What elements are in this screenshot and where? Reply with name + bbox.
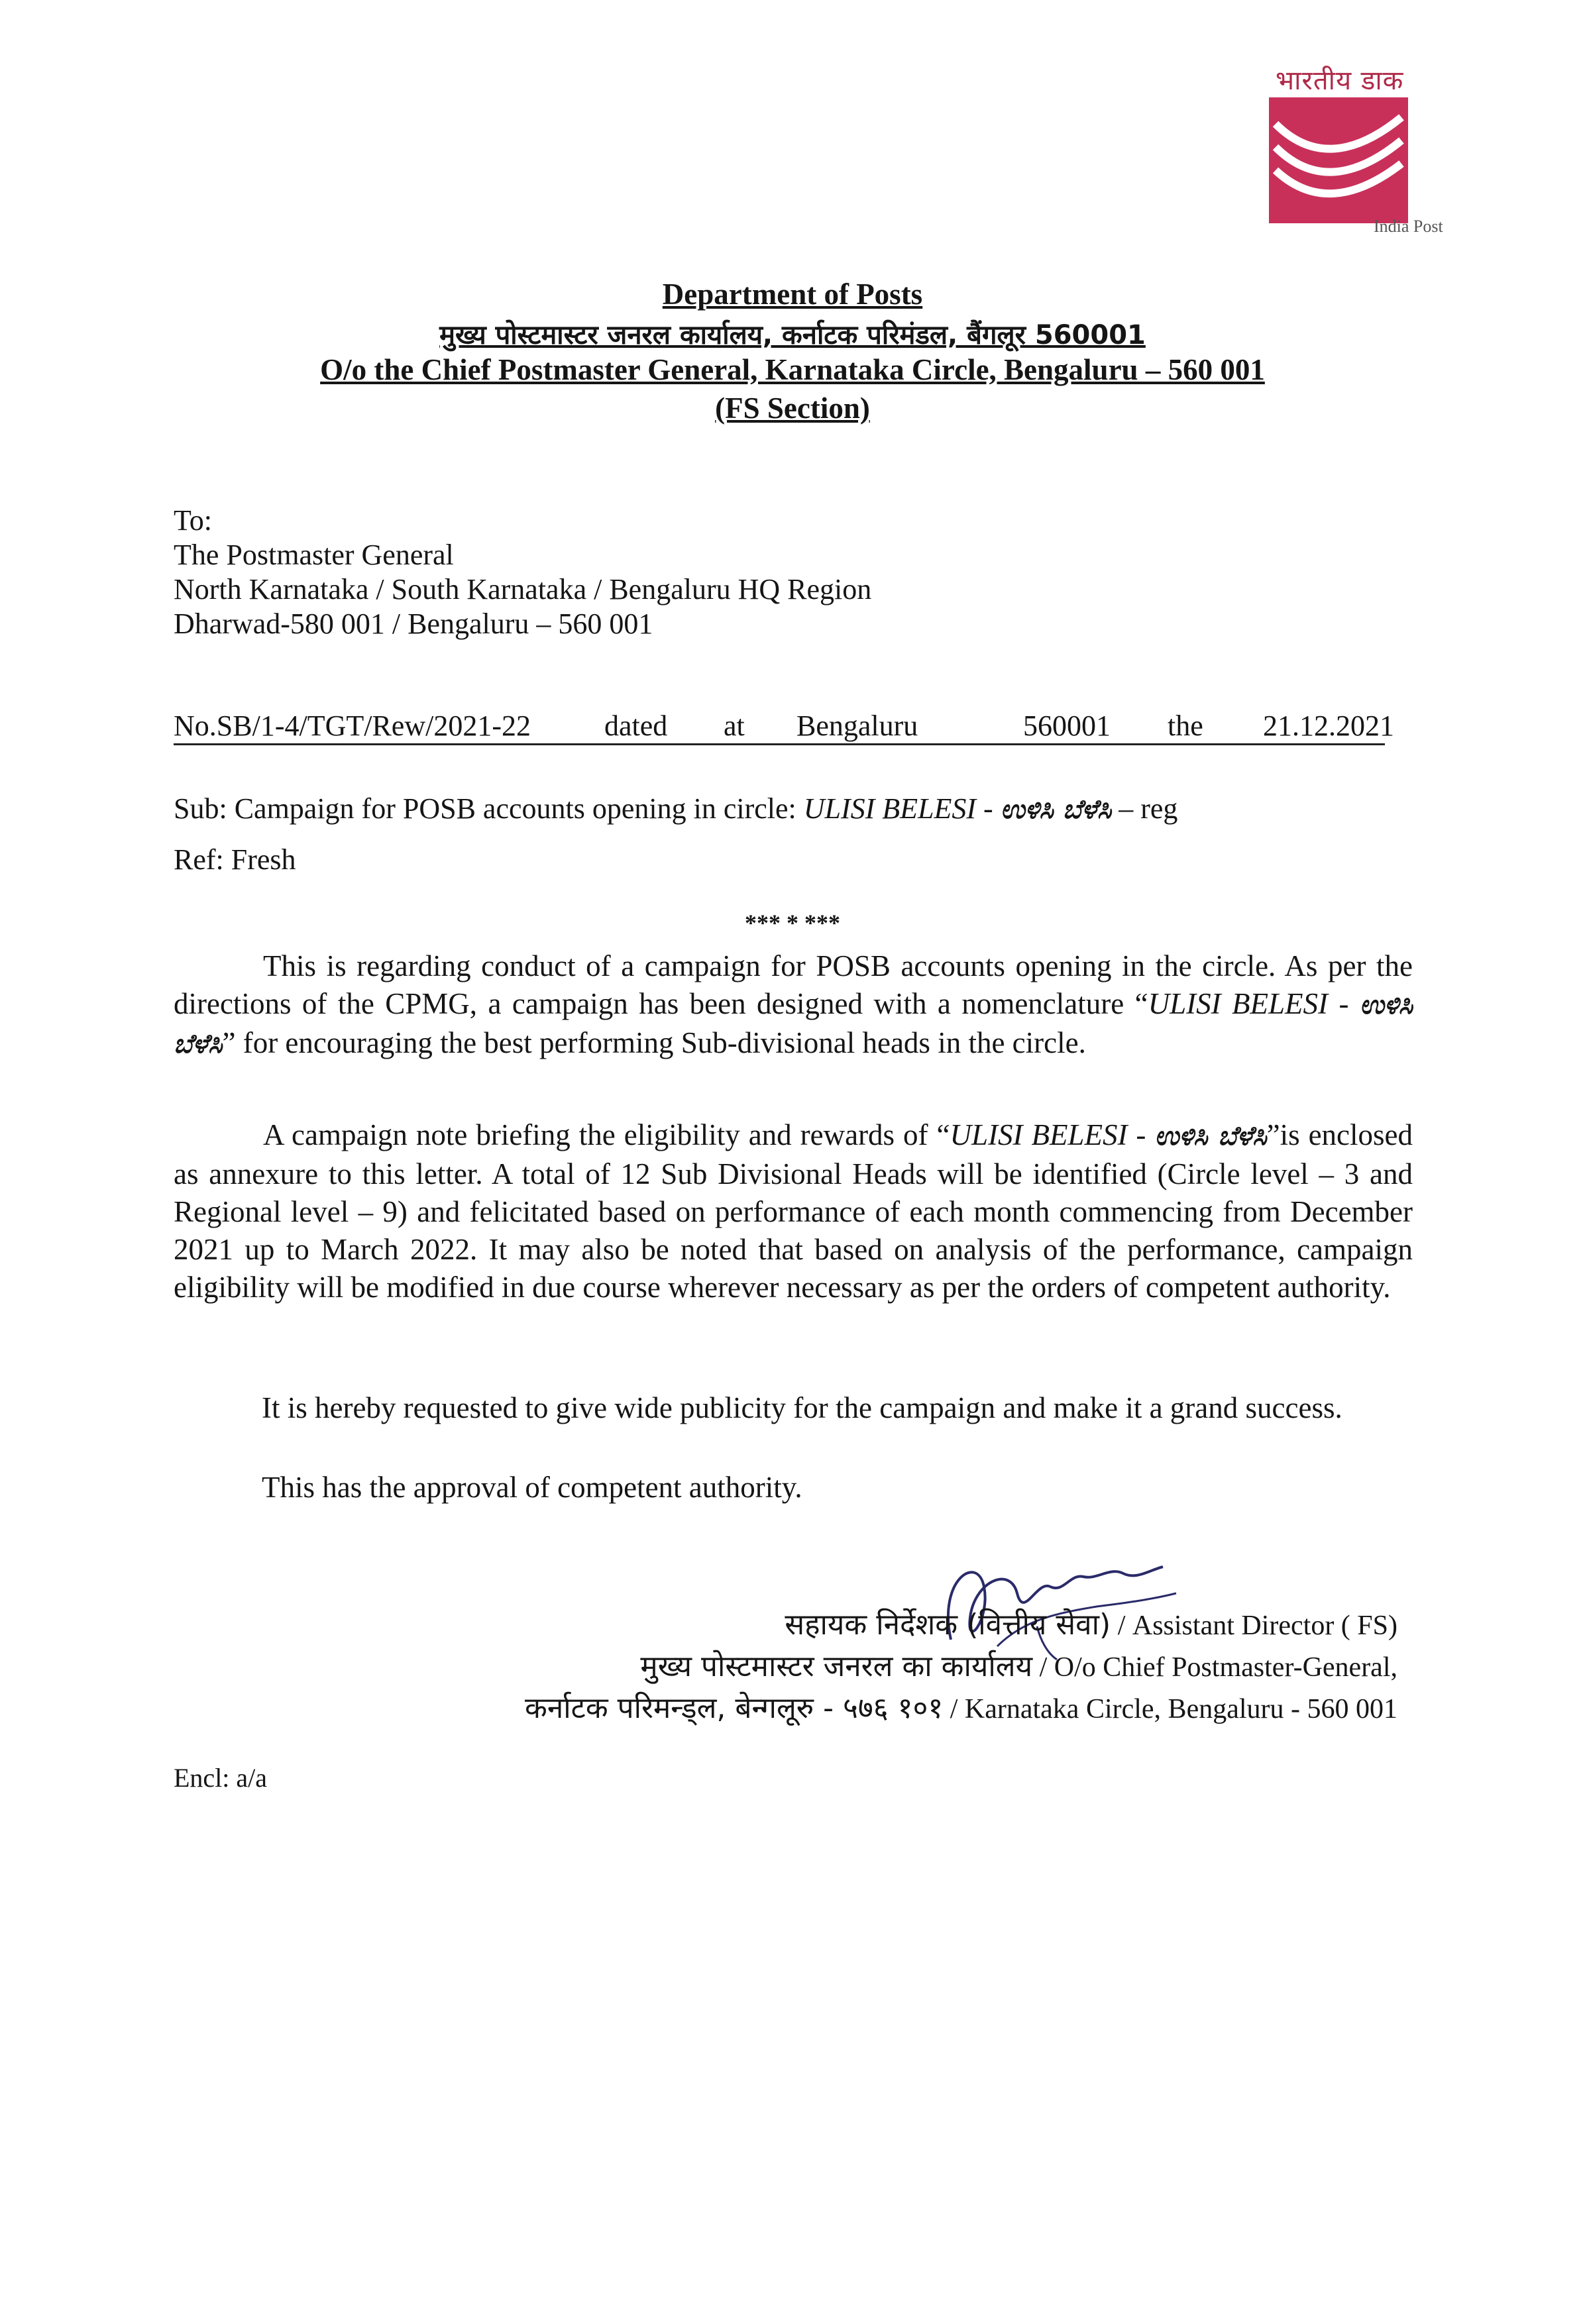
reference-pin: 560001 [1023,710,1111,742]
signature-line-1-english: / Assistant Director ( FS) [1111,1611,1397,1641]
signature-line-2-english: / O/o Chief Postmaster-General, [1032,1652,1397,1683]
signature-line-3-hindi: कर्नाटक परिमन्ड्ल, बेन्गलूरु - ५७६ १०१ [525,1691,944,1725]
p2-campaign-en: ULISI BELESI - [950,1118,1146,1151]
enclosure: Encl: a/a [174,1763,268,1793]
reference-place: Bengaluru [796,710,918,742]
p2-text-b: ”is enclosed as annexure to this letter. A total of 12 Sub Divisional Heads will be identified (Circle level – 3 and Regional level – 9) and felicitated based on performance of each month commencing from December 2021 up to March 2022. It may also be noted that based on analysis of the performance, campaign eligibility will be modified in due course wherever necessary as per the orders of competent authority. [174,1118,1413,1304]
reference-the: the [1168,710,1203,742]
logo-english-text: India Post [1374,217,1443,236]
subject-suffix: – reg [1119,792,1178,825]
paragraph-4: This has the approval of competent authority. [262,1471,802,1504]
paragraph-3: It is hereby requested to give wide publicity for the campaign and make it a grand success. [262,1391,1342,1424]
logo-emblem [1269,97,1408,223]
paragraph-2 [174,1116,1413,1306]
separator: *** * *** [745,910,840,936]
reference-fresh: Ref: Fresh [174,843,296,876]
subject-campaign-kn: ಉಳಿಸಿ ಬೆಳೆಸಿ [1000,794,1112,825]
p1-text-b: ” for encouraging the best performing Sub-divisional heads in the circle. [222,1026,1086,1059]
reference-number: No.SB/1-4/TGT/Rew/2021-22 [174,710,531,742]
subject-line [174,792,1177,827]
p2-text-a: A campaign note briefing the eligibility and rewards of “ [263,1118,950,1151]
office-title-english: O/o the Chief Postmaster General, Karnataka Circle, Bengaluru – 560 001 [320,353,1265,386]
signature-line-1-hindi: सहायक निर्देशक (वित्तीय सेवा) [785,1608,1111,1642]
india-post-logo [1269,61,1471,237]
office-title-hindi: मुख्य पोस्टमास्टर जनरल कार्यालय, कर्नाटक परिमंडल, बैंगलूर 560001 [439,320,1146,350]
addressee-line-2: North Karnataka / South Karnataka / Bengaluru HQ Region [174,573,872,606]
signature-line-2 [640,1645,1397,1685]
reference-at: at [724,710,745,742]
addressee-line-3: Dharwad-580 001 / Bengaluru – 560 001 [174,607,653,640]
p2-campaign-kn: ಉಳಿಸಿ ಬೆಳೆಸಿ [1154,1121,1267,1151]
p1-campaign-kn: ಉಳಿಸಿ ಬೆಳೆಸಿ [174,990,1413,1059]
reference-line [174,702,1394,745]
signature-line-3-english: / Karnataka Circle, Bengaluru - 560 001 [943,1694,1397,1724]
reference-dated: dated [604,710,668,742]
section-title: (FS Section) [715,392,870,425]
subject-prefix: Sub: Campaign for POSB accounts opening in circle: [174,792,796,825]
signature-line-2-hindi: मुख्य पोस्टमास्टर जनरल का कार्यालय [640,1650,1033,1683]
addressee-to: To: [174,504,213,537]
logo-hindi-text: भारतीय डाक [1276,66,1404,96]
signature-line-1 [785,1603,1397,1643]
p1-campaign-en: ULISI BELESI - [1148,987,1349,1020]
addressee-line-1: The Postmaster General [174,539,454,571]
department-title: Department of Posts [662,278,923,311]
subject-campaign-en: ULISI BELESI - [803,792,993,825]
envelope-wings-icon [1269,97,1408,223]
paragraph-1 [174,947,1413,1063]
signature-line-3 [525,1687,1397,1726]
reference-date: 21.12.2021 [1263,710,1394,742]
p1-text-a: This is regarding conduct of a campaign for POSB accounts opening in the circle. As per the directions of the CPMG, a campaign has been designed with a nomenclature “ [174,949,1413,1020]
